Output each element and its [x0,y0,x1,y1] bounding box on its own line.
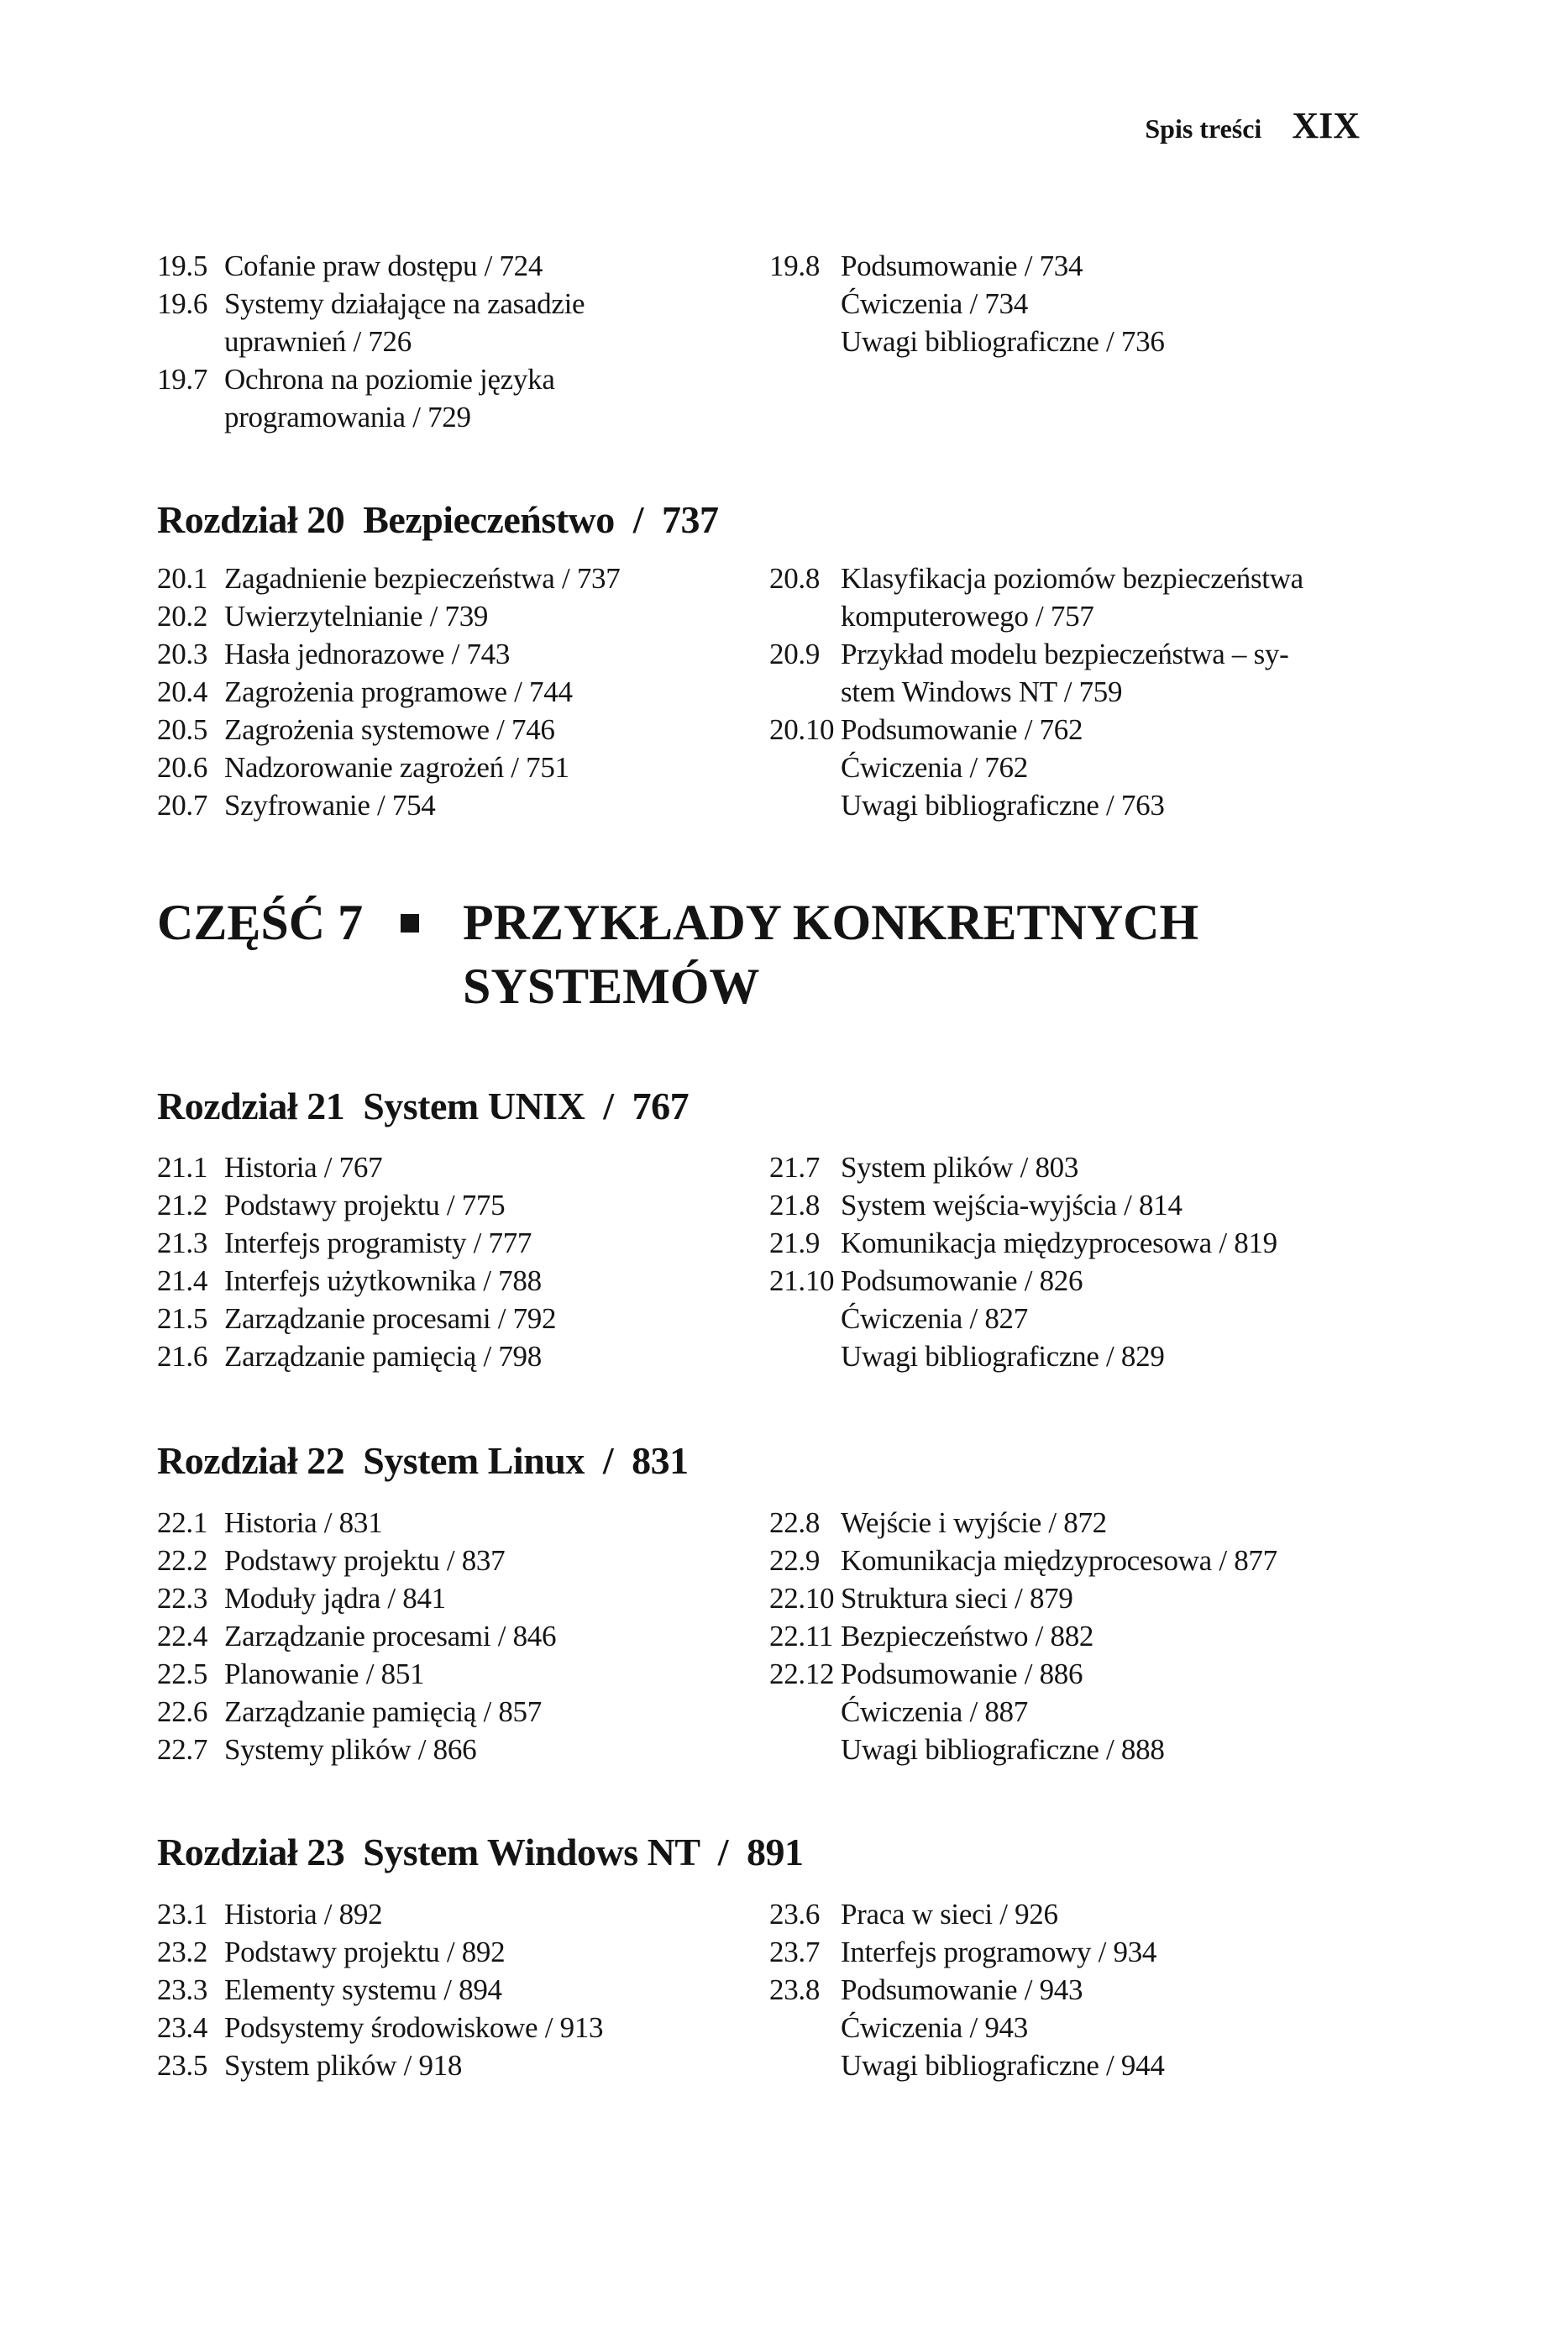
section-title: Historia / 831 [224,1506,383,1539]
toc-entry [157,1579,769,1617]
toc-entry [769,1579,1391,1617]
toc-entry [157,786,769,824]
toc-entry [157,285,769,323]
section-number [769,749,841,786]
section-title: Cofanie praw dostępu / 724 [224,250,543,282]
section-title: Podstawy projektu / 837 [224,1544,506,1577]
part-label: CZĘŚĆ 7 [157,895,364,950]
section-title: Nadzorowanie zagrożeń / 751 [224,751,569,784]
section-number: 21.2 [157,1189,208,1222]
toc-entry [157,1731,769,1768]
part-title-line1: PRZYKŁADY KONKRETNYCH [463,895,1199,950]
section-title: Bezpieczeństwo / 882 [841,1620,1094,1652]
section-number: 22.4 [157,1620,208,1652]
section-number: 20.3 [157,638,208,670]
section-title: Przykład modelu bezpieczeństwa – sy- [841,638,1289,670]
toc-entry [769,1617,1391,1655]
section-number: 23.3 [157,1973,208,2006]
section-number [769,786,841,824]
toc-entry [769,673,1391,711]
toc-entry [157,1933,769,1971]
section-title: Systemy działające na zasadzie [224,287,585,320]
toc-entry [157,2009,769,2046]
section-title: Uwagi bibliograficzne / 944 [841,2049,1165,2082]
section-title: Podsumowanie / 762 [841,713,1083,746]
toc-entry [769,247,1391,285]
toc-entry [769,1300,1391,1337]
toc-entry [769,1933,1391,1971]
section-title: Podsumowanie / 886 [841,1658,1083,1690]
section-number [769,2046,841,2084]
toc-entry [769,1504,1391,1542]
section-number: 21.10 [769,1264,835,1297]
toc-entry [769,1693,1391,1731]
section-number [769,2009,841,2046]
chapter-entries [157,1504,1400,1768]
toc-entry [157,247,769,285]
toc-entry [769,1224,1391,1262]
chapter-entries [157,560,1400,824]
toc-entry [769,635,1391,673]
toc-entry [157,1300,769,1337]
section-title: Ćwiczenia / 827 [841,1302,1028,1335]
page-number: XIX [1292,105,1360,146]
section-number: 22.7 [157,1733,208,1766]
toc-entry [769,1542,1391,1579]
section-title: Historia / 767 [224,1151,383,1184]
section-number: 21.3 [157,1227,208,1259]
section-number: 19.8 [769,250,821,282]
section-number [769,285,841,323]
toc-entry [769,1655,1391,1693]
section-number: 20.9 [769,638,821,670]
entries-column-left [157,560,769,824]
toc-entry [769,786,1391,824]
toc-entry [157,1542,769,1579]
entries-column-right [769,1895,1391,2084]
section-title: Zagrożenia systemowe / 746 [224,713,555,746]
section-number: 20.8 [769,562,821,595]
toc-entry [157,398,769,436]
section-title: Elementy systemu / 894 [224,1973,502,2006]
toc-entry [769,711,1391,749]
section-title: System wejścia-wyjścia / 814 [841,1189,1183,1222]
toc-entry [769,1895,1391,1933]
toc-entry [157,597,769,635]
section-title: System plików / 803 [841,1151,1079,1184]
section-title: Moduły jądra / 841 [224,1582,446,1615]
toc-entry [769,2009,1391,2046]
section-number: 23.2 [157,1936,208,1968]
section-title: Interfejs programisty / 777 [224,1227,532,1259]
section-number: 19.5 [157,250,208,282]
section-title: Wejście i wyjście / 872 [841,1506,1107,1539]
section-title: Komunikacja międzyprocesowa / 877 [841,1544,1277,1577]
section-number: 20.2 [157,600,208,633]
section-title: Podsystemy środowiskowe / 913 [224,2011,604,2044]
toc-entry [157,1504,769,1542]
section-title: Klasyfikacja poziomów bezpieczeństwa [841,562,1303,595]
entries-column-right [769,1504,1391,1768]
toc-entry [769,560,1391,597]
section-number [769,1693,841,1731]
entries-column-left [157,1504,769,1768]
section-title: Ćwiczenia / 943 [841,2011,1028,2044]
toc-entry [157,560,769,597]
section-number: 23.7 [769,1936,821,1968]
section-number: 22.9 [769,1544,821,1577]
section-number: 22.1 [157,1506,208,1539]
section-number: 21.4 [157,1264,208,1297]
toc-entry [157,1148,769,1186]
section-number: 21.8 [769,1189,821,1222]
toc-entry [769,1148,1391,1186]
section-number: 22.12 [769,1658,835,1690]
section-number [157,398,224,436]
entries-column-right [769,247,1391,436]
section-number: 23.8 [769,1973,821,2006]
toc-entry [157,360,769,398]
square-bullet-icon [401,914,419,933]
section-number: 22.8 [769,1506,821,1539]
toc-entry [157,1971,769,2009]
section-title: Szyfrowanie / 754 [224,789,436,822]
toc-entry [769,1337,1391,1375]
toc-entry [157,1224,769,1262]
toc-entry [157,1693,769,1731]
section-title: Hasła jednorazowe / 743 [224,638,511,670]
section-title: Planowanie / 851 [224,1658,425,1690]
toc-entry [157,635,769,673]
section-title: komputerowego / 757 [841,600,1094,633]
section-number [769,1300,841,1337]
section-number: 20.10 [769,713,835,746]
toc-entry [157,1262,769,1300]
section-number: 19.6 [157,287,208,320]
toc-entry [769,285,1391,323]
toc-entry [157,749,769,786]
section-title: Uwierzytelnianie / 739 [224,600,489,633]
section-title: Podsumowanie / 734 [841,250,1083,282]
chapter-entries [157,247,1400,436]
toc-entry [157,1186,769,1224]
section-number: 21.6 [157,1340,208,1373]
section-title: Podsumowanie / 826 [841,1264,1083,1297]
toc-entry [769,2046,1391,2084]
section-title: Podstawy projektu / 775 [224,1189,506,1222]
chapter-entries [157,1148,1400,1375]
section-number: 23.4 [157,2011,208,2044]
entries-column-left [157,247,769,436]
toc-entry [157,1337,769,1375]
section-number: 22.3 [157,1582,208,1615]
section-title: Ćwiczenia / 762 [841,751,1028,784]
section-title: Struktura sieci / 879 [841,1582,1073,1615]
section-number: 21.1 [157,1151,208,1184]
section-number [769,673,841,711]
toc-entry [769,1186,1391,1224]
section-number: 20.4 [157,675,208,708]
section-title: Zagrożenia programowe / 744 [224,675,573,708]
section-number [769,597,841,635]
section-number: 23.6 [769,1898,821,1931]
running-header-title: Spis treści [1145,113,1262,144]
section-title: Uwagi bibliograficzne / 736 [841,325,1165,358]
section-title: Zagadnienie bezpieczeństwa / 737 [224,562,621,595]
section-number [769,323,841,360]
section-number: 23.1 [157,1898,208,1931]
toc-entry [769,1262,1391,1300]
section-number: 20.6 [157,751,208,784]
section-number: 20.1 [157,562,208,595]
section-title: Interfejs użytkownika / 788 [224,1264,542,1297]
section-number: 20.5 [157,713,208,746]
section-number: 21.7 [769,1151,821,1184]
chapter-entries [157,1895,1400,2084]
section-title: Zarządzanie pamięcią / 798 [224,1340,542,1373]
section-title: Historia / 892 [224,1898,383,1931]
toc-entry [769,323,1391,360]
toc-entry [769,749,1391,786]
section-title: stem Windows NT / 759 [841,675,1123,708]
section-number: 22.2 [157,1544,208,1577]
part-title-line2: SYSTEMÓW [463,959,760,1014]
section-number: 23.5 [157,2049,208,2082]
section-number: 21.5 [157,1302,208,1335]
chapter-heading: Rozdział 23 System Windows NT / 891 [157,1831,804,1873]
section-title: System plików / 918 [224,2049,463,2082]
section-number [769,1337,841,1375]
section-title: uprawnień / 726 [224,325,412,358]
entries-column-left [157,1895,769,2084]
toc-entry [157,711,769,749]
section-number: 22.10 [769,1582,835,1615]
entries-column-right [769,560,1391,824]
toc-entry [769,1731,1391,1768]
section-title: Ćwiczenia / 887 [841,1695,1028,1728]
section-number: 21.9 [769,1227,821,1259]
section-number: 22.5 [157,1658,208,1690]
toc-entry [157,1655,769,1693]
section-title: Ćwiczenia / 734 [841,287,1028,320]
section-title: Zarządzanie pamięcią / 857 [224,1695,542,1728]
section-title: Systemy plików / 866 [224,1733,477,1766]
section-title: Podsumowanie / 943 [841,1973,1083,2006]
section-title: Podstawy projektu / 892 [224,1936,506,1968]
entries-column-left [157,1148,769,1375]
toc-entry [157,2046,769,2084]
section-number [157,323,224,360]
toc-entry [769,597,1391,635]
section-title: Komunikacja międzyprocesowa / 819 [841,1227,1277,1259]
section-number: 22.6 [157,1695,208,1728]
section-number: 20.7 [157,789,208,822]
toc-entry [157,1617,769,1655]
toc-entry [157,323,769,360]
section-title: Uwagi bibliograficzne / 829 [841,1340,1165,1373]
section-number: 22.11 [769,1620,833,1652]
section-number: 19.7 [157,363,208,396]
section-title: Zarządzanie procesami / 792 [224,1302,557,1335]
toc-entry [157,673,769,711]
section-title: Interfejs programowy / 934 [841,1936,1157,1968]
chapter-heading: Rozdział 20 Bezpieczeństwo / 737 [157,498,719,541]
section-title: Ochrona na poziomie języka [224,363,555,396]
section-title: programowania / 729 [224,401,471,433]
toc-entry [769,1971,1391,2009]
chapter-heading: Rozdział 22 System Linux / 831 [157,1439,689,1482]
section-title: Uwagi bibliograficzne / 888 [841,1733,1165,1766]
chapter-heading: Rozdział 21 System UNIX / 767 [157,1085,690,1127]
toc-entry [157,1895,769,1933]
section-number [769,1731,841,1768]
running-header [1145,104,1360,147]
section-title: Zarządzanie procesami / 846 [224,1620,557,1652]
entries-column-right [769,1148,1391,1375]
section-title: Praca w sieci / 926 [841,1898,1058,1931]
section-title: Uwagi bibliograficzne / 763 [841,789,1165,822]
